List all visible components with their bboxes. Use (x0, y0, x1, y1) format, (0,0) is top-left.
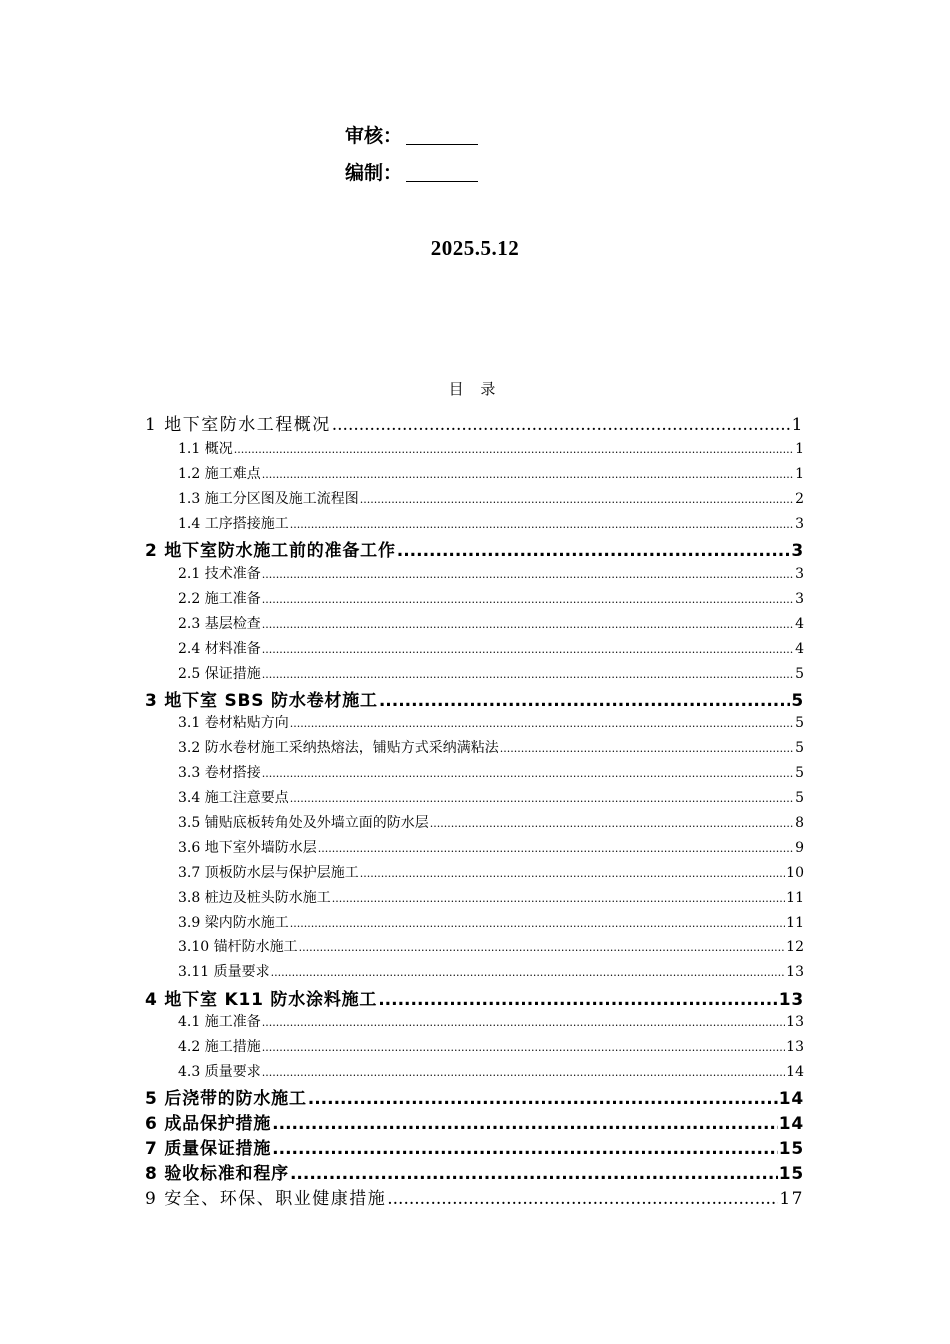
toc-leader (387, 1189, 778, 1209)
toc-entry-page: 4 (795, 641, 804, 657)
toc-entry[interactable] (178, 737, 804, 757)
toc-title: 目 录 (448, 380, 502, 398)
toc-entry-text: 3.10 锚杆防水施工 (178, 939, 298, 955)
toc-entry-page: 15 (778, 1164, 804, 1184)
toc-entry[interactable] (178, 787, 804, 807)
toc-leader (430, 817, 794, 830)
toc-entry[interactable] (178, 887, 804, 907)
toc-entry[interactable] (145, 686, 804, 711)
toc-entry-page: 13 (786, 1014, 804, 1030)
toc-entry-page: 2 (795, 491, 804, 507)
toc-entry[interactable] (178, 613, 804, 633)
toc-entry-text: 3.3 卷材搭接 (178, 765, 261, 781)
toc-entry[interactable] (178, 513, 804, 533)
toc-entry-text: 3.6 地下室外墙防水层 (178, 840, 317, 856)
toc-entry[interactable] (145, 410, 804, 435)
toc-entry-text: 4.1 施工准备 (178, 1014, 261, 1030)
toc-entry[interactable] (178, 463, 804, 483)
toc-entry-page: 13 (786, 964, 804, 980)
reviewer-label: 审核： (345, 125, 403, 147)
toc-leader (262, 568, 794, 581)
compiler-label: 编制： (345, 162, 403, 184)
toc-entry-page: 3 (795, 591, 804, 607)
toc-leader (262, 1066, 785, 1079)
toc-leader (379, 691, 791, 711)
toc-entry-page: 5 (795, 715, 804, 731)
toc-entry-page: 5 (795, 666, 804, 682)
toc-leader (262, 767, 794, 780)
toc-leader (500, 742, 794, 755)
toc-entry-page: 13 (778, 990, 804, 1010)
toc-leader (234, 443, 794, 456)
toc-entry[interactable] (178, 563, 804, 583)
toc-entry-text: 1.2 施工难点 (178, 466, 261, 482)
toc-entry-page: 5 (791, 691, 804, 711)
toc-entry[interactable] (145, 1184, 804, 1209)
toc-leader (360, 867, 785, 880)
toc-entry-text: 1.4 工序搭接施工 (178, 516, 289, 532)
reviewer-signature-line (345, 124, 478, 148)
toc-entry-page: 1 (795, 441, 804, 457)
toc-entry-page: 1 (791, 415, 804, 435)
toc-entry-text: 3.11 质量要求 (178, 964, 270, 980)
toc-leader (378, 990, 778, 1010)
toc-entry-text: 3.2 防水卷材施工采纳热熔法，铺贴方式采纳满粘法 (178, 740, 499, 756)
toc-entry-page: 8 (795, 815, 804, 831)
toc-entry-page: 3 (791, 541, 804, 561)
toc-leader (262, 643, 794, 656)
toc-leader (262, 1041, 785, 1054)
toc-entry[interactable] (178, 762, 804, 782)
toc-entry-text: 2.4 材料准备 (178, 641, 261, 657)
toc-leader (360, 493, 794, 506)
toc-leader (290, 518, 794, 531)
toc-entry-text: 2.2 施工准备 (178, 591, 261, 607)
toc-entry-text: 4.2 施工措施 (178, 1039, 261, 1055)
toc-entry-page: 5 (795, 740, 804, 756)
toc-entry-page: 9 (795, 840, 804, 856)
toc-entry-text: 3.9 梁内防水施工 (178, 915, 289, 931)
toc-entry[interactable] (178, 961, 804, 981)
toc-entry-text: 9 安全、环保、职业健康措施 (145, 1189, 387, 1209)
toc-leader (290, 717, 794, 730)
toc-entry-page: 17 (779, 1189, 804, 1209)
toc-leader (271, 966, 786, 979)
toc-entry[interactable] (145, 1109, 804, 1134)
toc-entry-text: 3.7 顶板防水层与保护层施工 (178, 865, 359, 881)
toc-entry-page: 3 (795, 516, 804, 532)
toc-entry-text: 2.1 技术准备 (178, 566, 261, 582)
toc-leader (290, 1164, 778, 1184)
toc-entry-page: 15 (778, 1139, 804, 1159)
toc-entry[interactable] (178, 1061, 804, 1081)
toc-leader (262, 668, 794, 681)
toc-entry[interactable] (178, 438, 804, 458)
toc-entry-text: 8 验收标准和程序 (145, 1164, 289, 1184)
toc-entry[interactable] (178, 1036, 804, 1056)
toc-leader (290, 917, 785, 930)
toc-entry-text: 1 地下室防水工程概况 (145, 415, 331, 435)
toc-leader (262, 593, 794, 606)
toc-entry-page: 4 (795, 616, 804, 632)
toc-entry[interactable] (145, 536, 804, 561)
toc-entry-text: 1.3 施工分区图及施工流程图 (178, 491, 359, 507)
toc-entry-page: 14 (786, 1064, 804, 1080)
toc-entry-text: 3.1 卷材粘贴方向 (178, 715, 289, 731)
toc-entry[interactable] (145, 1159, 804, 1184)
reviewer-blank (406, 126, 478, 145)
toc-entry-text: 2.5 保证措施 (178, 666, 261, 682)
toc-entry-text: 6 成品保护措施 (145, 1114, 272, 1134)
toc-entry[interactable] (178, 638, 804, 658)
toc-leader (318, 842, 794, 855)
toc-entry-page: 11 (786, 890, 804, 906)
toc-entry-text: 5 后浇带的防水施工 (145, 1089, 307, 1109)
toc-leader (332, 415, 791, 435)
toc-leader (262, 1016, 785, 1029)
toc-leader (272, 1139, 778, 1159)
toc-entry-page: 14 (778, 1114, 804, 1134)
toc-leader (308, 1089, 778, 1109)
toc-leader (332, 892, 785, 905)
compiler-signature-line (345, 161, 478, 185)
toc-entry[interactable] (145, 985, 804, 1010)
toc-leader (262, 468, 794, 481)
toc-entry-page: 5 (795, 790, 804, 806)
toc-entry[interactable] (178, 936, 804, 956)
toc-entry[interactable] (145, 1134, 804, 1159)
toc-entry-text: 3.5 铺贴底板转角处及外墙立面的防水层 (178, 815, 429, 831)
toc-entry-text: 2.3 基层检查 (178, 616, 261, 632)
toc-leader (262, 618, 794, 631)
toc-entry[interactable] (178, 663, 804, 683)
toc-entry-page: 1 (795, 466, 804, 482)
toc-entry-text: 4.3 质量要求 (178, 1064, 261, 1080)
toc-leader (272, 1114, 778, 1134)
toc-entry[interactable] (178, 1011, 804, 1031)
toc-entry[interactable] (178, 912, 804, 932)
toc-entry-page: 12 (786, 939, 804, 955)
toc-entry-text: 2 地下室防水施工前的准备工作 (145, 541, 396, 561)
toc-leader (299, 941, 786, 954)
toc-entry-text: 3 地下室 SBS 防水卷材施工 (145, 691, 378, 711)
toc-entry-page: 5 (795, 765, 804, 781)
toc-entry[interactable] (178, 488, 804, 508)
toc-entry-text: 3.4 施工注意要点 (178, 790, 289, 806)
compiler-blank (406, 163, 478, 182)
toc-entry[interactable] (178, 712, 804, 732)
toc-leader (397, 541, 791, 561)
toc-entry[interactable] (145, 1084, 804, 1109)
toc-entry[interactable] (178, 862, 804, 882)
toc-entry[interactable] (178, 588, 804, 608)
toc-entry-page: 11 (786, 915, 804, 931)
toc-entry-text: 1.1 概况 (178, 441, 233, 457)
toc-entry-page: 14 (778, 1089, 804, 1109)
toc-entry-text: 3.8 桩边及桩头防水施工 (178, 890, 331, 906)
toc-entry-text: 7 质量保证措施 (145, 1139, 272, 1159)
toc-entry-page: 3 (795, 566, 804, 582)
toc-leader (290, 792, 794, 805)
toc-entry-page: 13 (786, 1039, 804, 1055)
toc-entry-text: 4 地下室 K11 防水涂料施工 (145, 990, 378, 1010)
document-date: 2025.5.12 (430, 236, 520, 260)
toc-entry[interactable] (178, 837, 804, 857)
toc-entry-page: 10 (786, 865, 804, 881)
toc-entry[interactable] (178, 812, 804, 832)
